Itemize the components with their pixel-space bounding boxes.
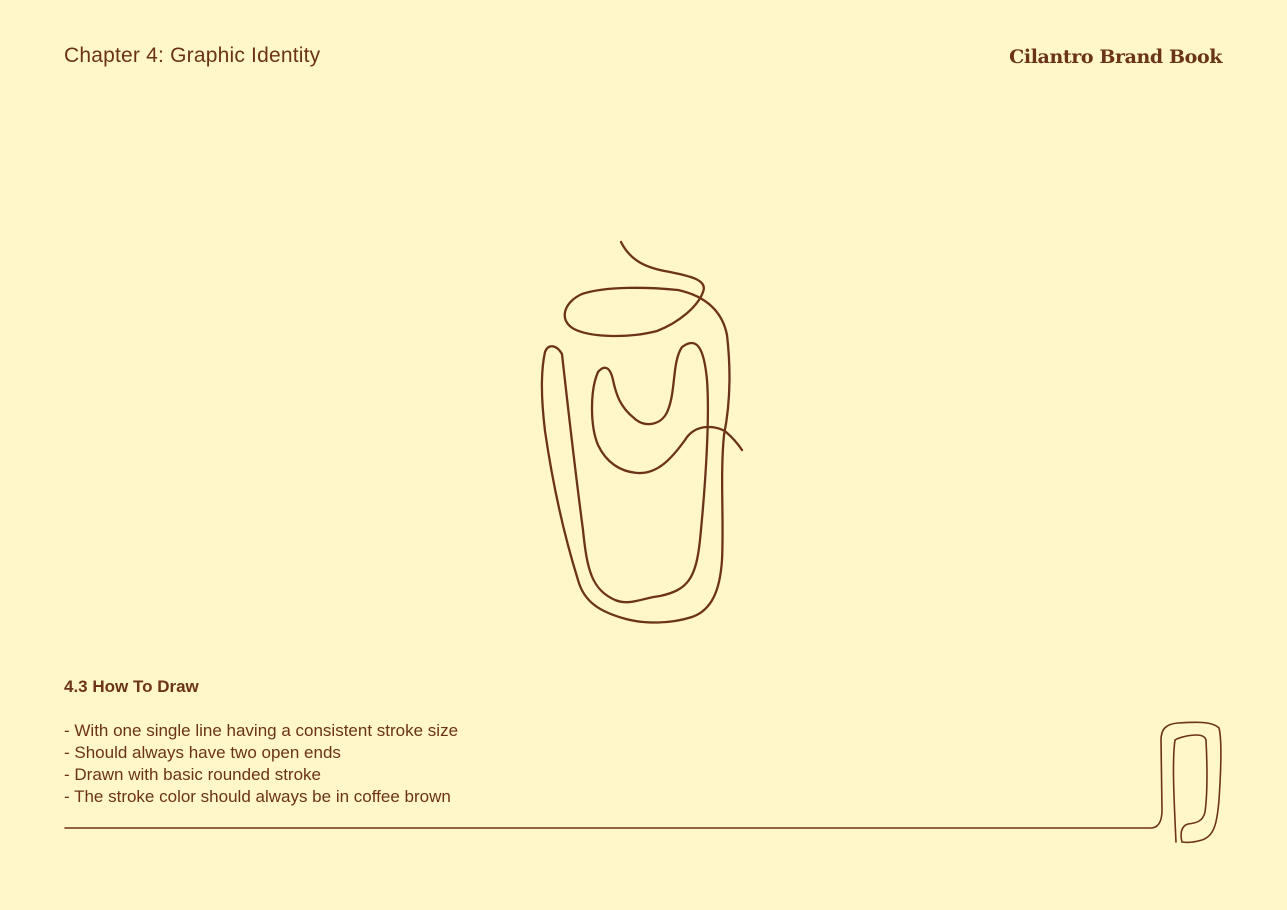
drawing-rule-item: - Should always have two open ends bbox=[64, 743, 341, 762]
chapter-title: Chapter 4: Graphic Identity bbox=[64, 44, 321, 67]
drawing-rule-item: - With one single line having a consistent stroke size bbox=[64, 721, 459, 740]
drawing-rule-item: - Drawn with basic rounded stroke bbox=[64, 765, 322, 784]
coffee-cup-line-art-icon bbox=[520, 230, 760, 640]
section-heading: 4.3 How To Draw bbox=[64, 677, 199, 696]
drawing-rule-item: - The stroke color should always be in coffee brown bbox=[64, 787, 451, 806]
brand-title: Cilantro Brand Book bbox=[1009, 46, 1222, 68]
footer-line-cup-icon bbox=[0, 700, 1287, 860]
